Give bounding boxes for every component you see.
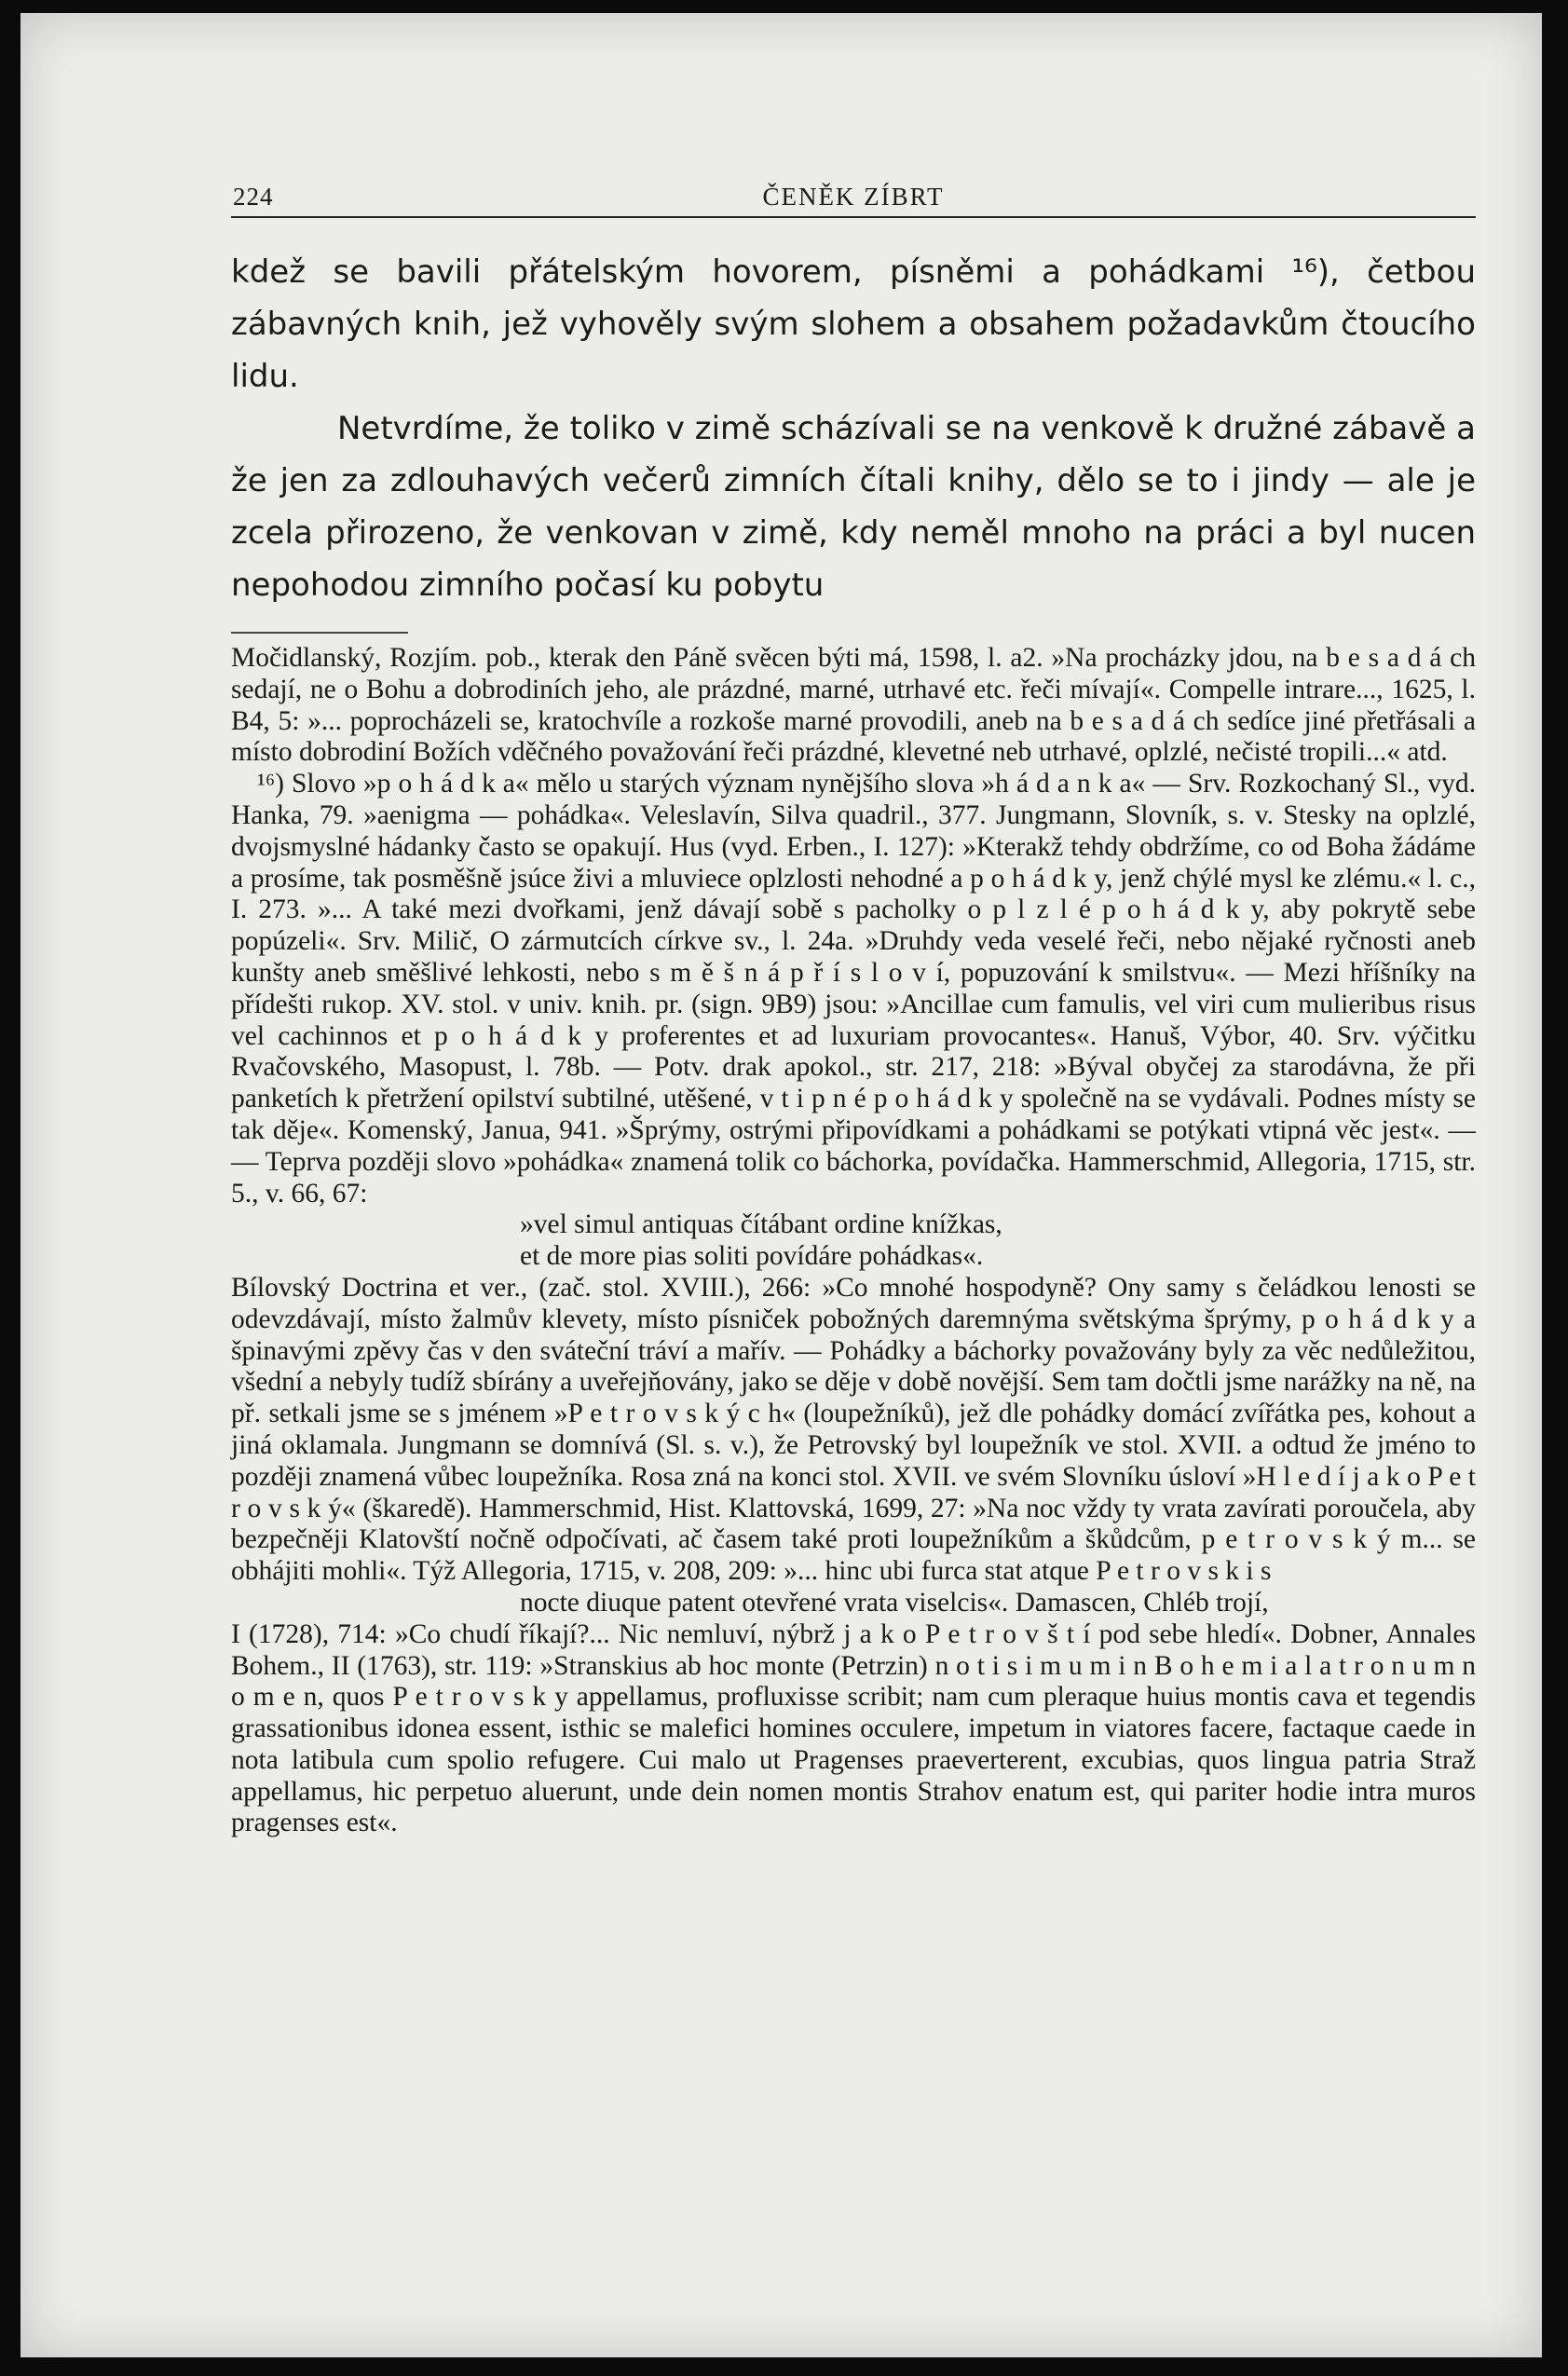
main-text <box>231 246 1476 611</box>
footnote-16-continued: Bílovský Doctrina et ver., (zač. stol. XVIII.), 266: »Co mnohé hospodyně? Ony samy s čeládkou lenosti se odevzdávají, místo žalmův klevety, místo písniček pobožných daremnýma světskýma šprýmy, p o h á d k y a špinavými zpěvy čas v den sváteční tráví a mařív. — Pohádky a báchorky považovány byly za věc nedůležitou, všední a nebyly tudíž sbírány a uveřejňovány, jako se děje v době novější. Sem tam dočtli jsme narážky na ně, na př. setkali jsme se s jménem »P e t r o v s k ý c h« (loupežníků), jež dle pohádky domácí zvířátka pes, kohout a jiná oklamala. Jungmann se domnívá (Sl. s. v.), že Petrovský byl loupežník ve stol. XVII. a odtud že jméno to později znamená vůbec loupežníka. Rosa zná na konci stol. XVII. ve svém Slovníku úsloví »H l e d í j a k o P e t r o v s k ý« (škaredě). Hammerschmid, Hist. Klattovská, 1699, 27: »Na noc vždy ty vrata zavírati poroučela, aby bezpečněji Klatovští nočně odpočívati, ač časem také proti loupežníkům a škůdcům, p e t r o v s k ý m... se obhájiti mohli«. Týž Allegoria, 1715, v. 208, 209: »... hinc ubi furca stat atque P e t r o v s k i s <box>231 1272 1476 1587</box>
footnotes <box>231 643 1476 1839</box>
footnote-separator <box>231 632 408 634</box>
footnote-16: ¹⁶) Slovo »p o h á d k a« mělo u starých význam nynějšího slova »h á d a n k a« — Srv. Rozkochaný Sl., vyd. Hanka, 79. »aenigma — pohádka«. Veleslavín, Silva quadril., 377. Jungmann, Slovník, s. v. Stesky na oplzlé, dvojsmyslné hádanky často se opakují. Hus (vyd. Erben., I. 127): »Kterakž tehdy obdržíme, co od Boha žádáme a prosíme, tak posměšně jsúce živi a mluviece oplzlosti nehodné a p o h á d k y, jenž chýlé mysl ke zlému.« l. c., I. 273. »... A také mezi dvořkami, jenž dávají sobě s pacholky o p l z l é p o h á d k y, aby pokrytě sebe popúzeli«. Srv. Milič, O zármutcích církve sv., l. 24a. »Druhdy veda veselé řeči, nebo nějaké ryčnosti aneb kunšty aneb směšlivé lehkosti, nebo s m ě š n á p ř í s l o v í, popuzování k smilstvu«. — Mezi hříšníky na přídešti rukop. XV. stol. v univ. knih. pr. (sign. 9B9) jsou: »Ancillae cum famulis, vel viri cum mulieribus risus vel cachinnos et p o h á d k y proferentes et ad luxuriam provocantes«. Hanuš, Výbor, 40. Srv. výčitku Rvačovského, Masopust, l. 78b. — Potv. drak apokol., str. 217, 218: »Býval obyčej za starodávna, že při panketích k přetržení opilství subtilné, utěšené, v t i p n é p o h á d k y společně na se vydávali. Podnes místy se tak děje«. Komenský, Janua, 941. »Šprýmy, ostrými připovídkami a pohádkami se potýkati vtipná věc jest«. — — Teprva později slovo »pohádka« znamená tolik co báchorka, povídačka. Hammerschmid, Allegoria, 1715, str. 5., v. 66, 67: <box>231 769 1476 1208</box>
page-content <box>231 179 1476 1839</box>
page-number: 224 <box>233 183 274 211</box>
book-page <box>20 13 1542 2357</box>
quote-line-2: et de more pias soliti povídáre pohádkas«. <box>520 1241 984 1272</box>
quote-line-1: »vel simul antiquas čítábant ordine knížkas, <box>520 1209 1002 1240</box>
running-title: ČENĚK ZÍBRT <box>762 183 945 211</box>
footnote-15: Močidlanský, Rozjím. pob., kterak den Páně svěcen býti má, 1598, l. a2. »Na procházky jdou, na b e s a d á ch sedají, ne o Bohu a dobrodiních jeho, ale prázdné, marné, utrhavé etc. řeči mívají«. Compelle intrare..., 1625, l. B4, 5: »... poprocházeli se, kratochvíle a rozkoše marné provodili, aneb na b e s a d á ch sedíce jiné přetřásali a místo dobrodiní Božích vděčného považování řeči prázdné, klevetné neb utrhavé, oplzlé, nečisté tropili...« atd. <box>231 643 1476 768</box>
footnote-16-end: I (1728), 714: »Co chudí říkají?... Nic nemluví, nýbrž j a k o P e t r o v š t í pod sebe hledí«. Dobner, Annales Bohem., II (1763), str. 119: »Stranskius ab hoc monte (Petrzin) n o t i s i m u m i n B o h e m i a l a t r o n u m n o m e n, quos P e t r o v s k y appellamus, profluxisse scribit; nam cum pleraque huius montis cava et tegendis grassationibus idonea essent, isthic se malefici homines occulere, impetum in viatores facere, factaque caede in nota latibula cum spolio refugere. Cui malo ut Pragenses praeverterent, excubias, quos lingua patria Straž appellamus, hic perpetuo aluerunt, unde dein nomen montis Strahov enatum est, qui pariter hodie intra muros pragenses est«. <box>231 1618 1476 1838</box>
main-paragraph-1: kdež se bavili přátelským hovorem, písněmi a pohádkami ¹⁶), četbou zábavných knih, jež vyhověly svým slohem a obsahem požadavkům čtoucího lidu. <box>231 253 1476 395</box>
main-paragraph-2: Netvrdíme, že toliko v zimě scházívali se na venkově k družné zábavě a že jen za zdlouhavých večerů zimních čítali knihy, dělo se to i jindy — ale je zcela přirozeno, že venkovan v zimě, kdy neměl mnoho na práci a byl nucen nepohodou zimního počasí ku pobytu <box>231 410 1476 604</box>
quote-line-3: nocte diuque patent otevřené vrata viselcis«. Damascen, Chléb trojí, <box>520 1587 1269 1618</box>
page-header <box>231 179 1476 218</box>
